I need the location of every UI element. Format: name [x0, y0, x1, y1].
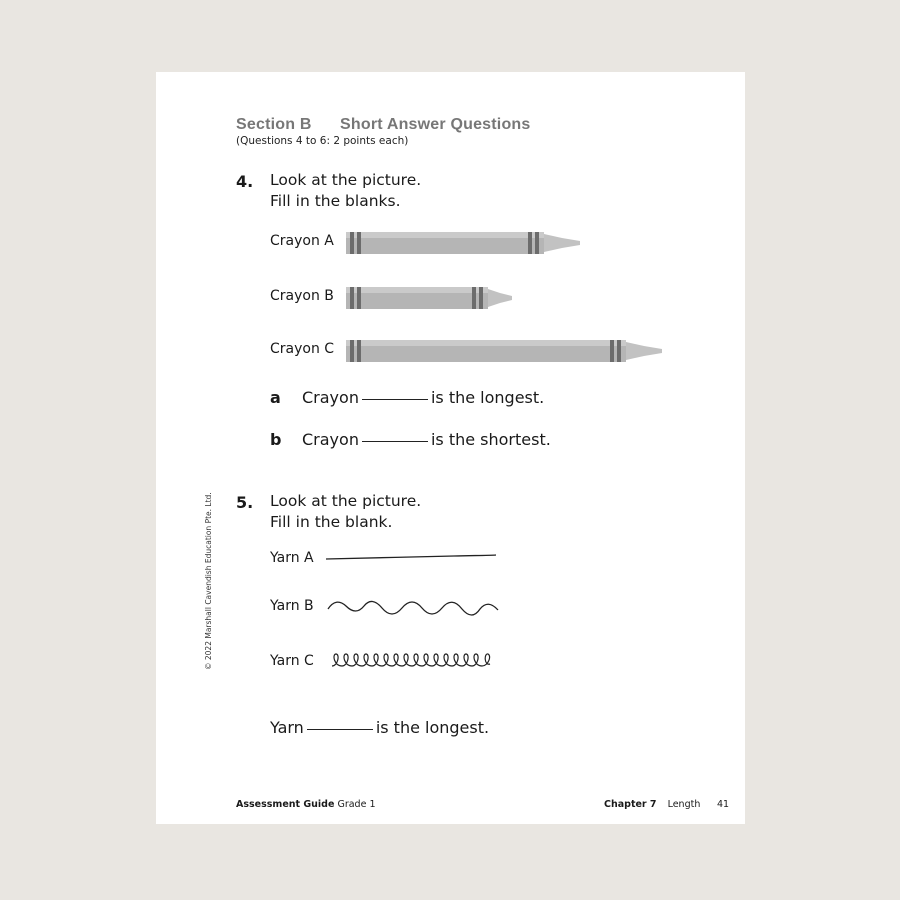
question-4b-start: Crayon — [302, 430, 359, 449]
question-4a-end: is the longest. — [430, 388, 545, 407]
footer-chapter: Chapter 7 — [604, 799, 657, 810]
answer-blank-4a[interactable] — [362, 398, 428, 400]
page-number: 41 — [717, 799, 730, 810]
copyright-notice: © 2022 Marshall Cavendish Education Pte. Ltd. — [204, 492, 213, 670]
answer-blank-5[interactable] — [307, 728, 373, 730]
footer-left — [236, 799, 376, 810]
section-title: Short Answer Questions — [340, 116, 531, 133]
yarn-c-label: Yarn C — [270, 653, 314, 669]
question-5-line2: Fill in the blank. — [270, 513, 393, 531]
question-4a-sentence — [302, 388, 544, 407]
yarn-c-image — [330, 648, 498, 674]
question-4b-letter: b — [270, 430, 282, 449]
question-5-line1: Look at the picture. — [270, 492, 422, 510]
yarn-b-label: Yarn B — [270, 598, 314, 614]
crayon-a-label: Crayon A — [270, 233, 334, 249]
question-4a-start: Crayon — [302, 388, 359, 407]
yarn-a-image — [324, 548, 500, 564]
question-4-line2: Fill in the blanks. — [270, 192, 401, 210]
question-4a-letter: a — [270, 388, 281, 407]
crayon-b-label: Crayon B — [270, 288, 334, 304]
question-5-sentence — [270, 718, 489, 737]
footer-grade: Grade 1 — [337, 799, 376, 810]
footer-chapter-title: Length — [667, 799, 701, 810]
section-note: (Questions 4 to 6: 2 points each) — [236, 135, 409, 147]
question-4-line1: Look at the picture. — [270, 171, 422, 189]
question-4b-end: is the shortest. — [430, 430, 551, 449]
crayon-b-image — [344, 283, 516, 313]
answer-blank-4b[interactable] — [362, 440, 428, 442]
crayon-c-label: Crayon C — [270, 341, 335, 357]
footer-right — [604, 799, 700, 810]
question-5-end: is the longest. — [375, 718, 490, 737]
worksheet-page — [156, 72, 745, 824]
crayon-c-image — [344, 336, 666, 366]
crayon-a-image — [344, 228, 584, 258]
yarn-a-label: Yarn A — [270, 550, 314, 566]
section-label: Section B — [236, 116, 312, 133]
question-4-number: 4. — [236, 172, 254, 191]
yarn-b-image — [326, 594, 502, 624]
question-5-number: 5. — [236, 493, 254, 512]
footer-guide-title: Assessment Guide — [236, 799, 335, 810]
question-4b-sentence — [302, 430, 551, 449]
question-5-start: Yarn — [270, 718, 304, 737]
